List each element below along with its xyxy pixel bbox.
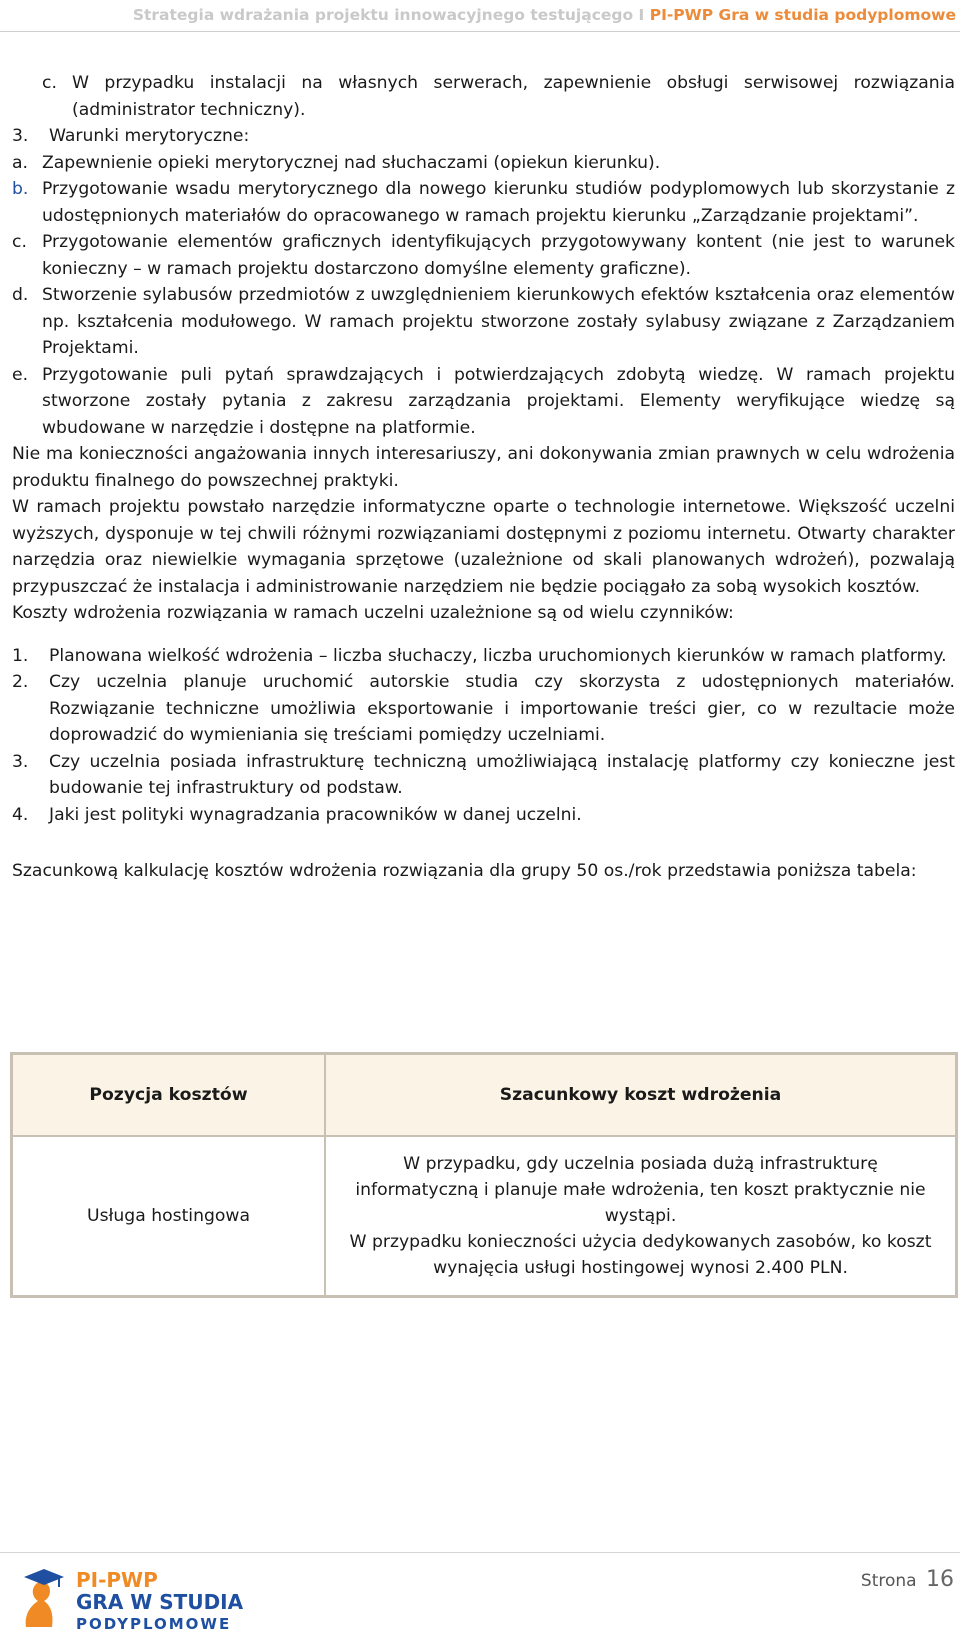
list-item-text: Planowana wielkość wdrożenia – liczba słuchaczy, liczba uruchomionych kierunków w ramach platformy. [49, 645, 947, 666]
list-item [12, 229, 955, 282]
page-label: Strona [860, 1571, 917, 1591]
page-header [0, 0, 960, 32]
list-item [12, 669, 955, 749]
list-item-text: Czy uczelnia planuje uruchomić autorskie studia czy skorzysta z udostępnionych materiałów. Rozwiązanie techniczne umożliwia eksportowanie i importowanie treści gier, co w rezultacie może doprowadzić do wymieniania się treściami pomiędzy uczelniami. [49, 672, 955, 745]
paragraph: W ramach projektu powstało narzędzie informatyczne oparte o technologie internetowe. Większość uczelni wyższych, dysponuje w tej chwili różnymi rozwiązaniami dostępnymi z poziomu internetu. Otwarty charakter narzędzia oraz niewielkie wymagania sprzętowe (uzależnione od skali planowanych wdrożeń), pozwalają przypuszczać że instalacja i administrowanie narzędziem nie będzie pociągało za sobą wysokich kosztów. [12, 497, 955, 597]
list-marker: 4. [12, 804, 29, 825]
list-marker: 2. [12, 672, 29, 692]
list-item [12, 643, 955, 670]
graduate-figure-icon [26, 1582, 53, 1627]
list-marker: a. [12, 152, 28, 173]
cost-table [10, 1052, 958, 1298]
list-marker: b. [12, 179, 29, 199]
cost-text-line: W przypadku konieczności użycia dedykowanych zasobów, ko koszt wynajęcia usługi hostingowej wynosi 2.400 PLN. [349, 1232, 932, 1278]
list-item-text: Jaki jest polityki wynagradzania pracowników w danej uczelni. [49, 804, 582, 825]
paragraph: Szacunkową kalkulację kosztów wdrożenia rozwiązania dla grupy 50 os./rok przedstawia poniższa tabela: [12, 861, 917, 881]
paragraph: Koszty wdrożenia rozwiązania w ramach uczelni uzależnione są od wielu czynników: [12, 603, 734, 623]
header-title [133, 6, 956, 24]
list-item [12, 749, 955, 802]
list-marker: d. [12, 285, 29, 305]
list-item [12, 150, 955, 177]
page-number-value: 16 [926, 1567, 954, 1592]
list-item-text: Zapewnienie opieki merytorycznej nad słuchaczami (opiekun kierunku). [42, 152, 661, 173]
list-item [12, 176, 955, 229]
table-header-cell: Szacunkowy koszt wdrożenia [325, 1054, 956, 1136]
page-number [861, 1567, 954, 1592]
table-row [12, 1136, 956, 1296]
list-item [12, 70, 955, 123]
list-item-text: W przypadku instalacji na własnych serwerach, zapewnienie obsługi serwisowej rozwiązania (administrator techniczny). [72, 73, 955, 120]
list-marker: e. [12, 364, 29, 385]
factors-list [12, 643, 955, 829]
list-item [12, 123, 955, 150]
list-item [12, 282, 955, 362]
list-item-text: Przygotowanie wsadu merytorycznego dla nowego kierunku studiów podyplomowych lub skorzystanie z udostępnionych materiałów do opracowanego w ramach projektu kierunku „Zarządzanie projektami”. [42, 179, 955, 226]
document-body [12, 70, 955, 885]
list-item [12, 802, 955, 829]
list-item [12, 362, 955, 442]
list-marker: 3. [12, 751, 29, 772]
list-item-text: Stworzenie sylabusów przedmiotów z uwzględnieniem kierunkowych efektów kształcenia oraz elementów np. kształcenia modułowego. W ramach projektu stworzone zostały sylabusy związane z Zarządzaniem Projektami. [42, 285, 955, 358]
list-item-text: Przygotowanie elementów graficznych identyfikujących przygotowywany kontent (nie jest to warunek konieczny – w ramach projektu dostarczono domyślne elementy graficzne). [42, 232, 955, 279]
header-title-main: Strategia wdrażania projektu innowacyjnego testującego I [132, 6, 650, 24]
paragraph: Nie ma konieczności angażowania innych interesariuszy, ani dokonywania zmian prawnych w celu wdrożenia produktu finalnego do powszechnej praktyki. [12, 444, 955, 491]
list-marker: c. [12, 232, 27, 252]
list-marker: 1. [12, 645, 29, 666]
list-item-text: Przygotowanie puli pytań sprawdzających i potwierdzających zdobytą wiedzę. W ramach projektu stworzone zostały pytania z zakresu zarządzania projektami. Elementy weryfikujące wiedzę są wbudowane w narzędzie i dostępne na platformie. [42, 364, 955, 438]
logo-text-line2: GRA W STUDIA [76, 1590, 244, 1614]
table-header-row [12, 1054, 956, 1136]
header-title-project: PI-PWP Gra w studia podyplomowe [649, 6, 956, 24]
page-footer [0, 1552, 960, 1641]
table-cell-cost [325, 1136, 956, 1296]
cost-text-line: W przypadku, gdy uczelnia posiada dużą infrastrukturę informatyczną i planuje małe wdrożenia, ten koszt praktycznie nie wystąpi. [355, 1154, 926, 1226]
list-item-text: Warunki merytoryczne: [49, 126, 250, 146]
table-header-cell: Pozycja kosztów [12, 1054, 325, 1136]
list-marker: c. [42, 73, 57, 93]
logo-text-line3: PODYPLOMOWE [76, 1615, 232, 1633]
table-cell-item: Usługa hostingowa [12, 1136, 325, 1296]
list-marker: 3. [12, 126, 29, 146]
logo-text-line1: PI-PWP [76, 1568, 158, 1592]
project-logo [14, 1567, 244, 1635]
list-item-text: Czy uczelnia posiada infrastrukturę techniczną umożliwiającą instalację platformy czy konieczne jest budowanie tej infrastruktury od podstaw. [49, 751, 955, 798]
